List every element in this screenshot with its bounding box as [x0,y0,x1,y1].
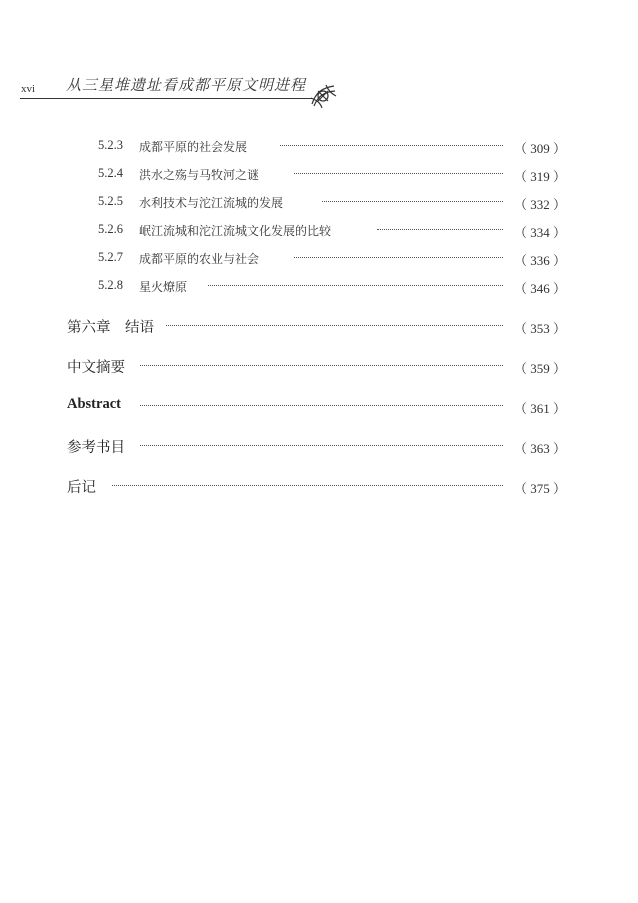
chapter-title: 后记 [67,476,102,497]
section-number: 5.2.4 [98,166,123,180]
page-reference: （ 309 ） [514,141,567,156]
leader-dots [294,257,503,258]
page-reference: （ 319 ） [514,169,567,184]
leader-dots [166,325,503,326]
toc-entry-chapter-6[interactable] [0,316,638,336]
toc-entry-afterword[interactable] [0,476,638,496]
toc-entry-abstract[interactable] [0,396,638,416]
section-title: 成都平原的农业与社会 [139,250,265,267]
page-reference: （ 363 ） [514,441,567,456]
chapter-title: 参考书目 [67,436,131,457]
section-title: 洪水之殇与马牧河之谜 [139,166,265,183]
page-reference: （ 336 ） [514,253,567,268]
section-title: 水利技术与沱江流城的发展 [139,194,289,211]
leader-dots [140,445,503,446]
page-header [0,0,638,110]
page-reference: （ 332 ） [514,197,567,212]
leader-dots [112,485,503,486]
section-title: 成都平原的社会发展 [139,138,253,155]
leader-dots [322,201,503,202]
section-number: 5.2.7 [98,250,123,264]
page-reference: （ 361 ） [514,401,567,416]
leader-dots [140,405,503,406]
page-reference: （ 346 ） [514,281,567,296]
section-title: 星火燎原 [139,278,193,295]
toc-entry-chinese-abstract[interactable] [0,356,638,376]
chapter-title: Abstract [67,396,127,413]
toc-entry-5-2-8[interactable] [0,276,638,296]
running-title: 从三星堆遗址看成都平原文明进程 [66,76,307,94]
page-reference: （ 359 ） [514,361,567,376]
toc-entry-5-2-3[interactable] [0,136,638,156]
toc-entry-5-2-6[interactable] [0,220,638,240]
page-reference: （ 334 ） [514,225,567,240]
toc-entry-5-2-7[interactable] [0,248,638,268]
leader-dots [377,229,503,230]
page-reference: （ 375 ） [514,481,567,496]
chapter-title: 第六章 结语 [67,316,160,337]
leader-dots [294,173,503,174]
toc-entry-bibliography[interactable] [0,436,638,456]
leader-dots [140,365,503,366]
section-number: 5.2.6 [98,222,123,236]
leader-dots [280,145,503,146]
section-number: 5.2.8 [98,278,123,292]
chapter-title: 中文摘要 [67,356,131,377]
decorative-knot-icon [308,82,338,110]
header-rule [20,98,312,99]
toc-entry-5-2-5[interactable] [0,192,638,212]
page-number: xvi [21,83,36,95]
page-reference: （ 353 ） [514,321,567,336]
toc-entry-5-2-4[interactable] [0,164,638,184]
section-number: 5.2.5 [98,194,123,208]
section-number: 5.2.3 [98,138,123,152]
section-title: 岷江流城和沱江流城文化发展的比较 [139,222,337,239]
leader-dots [208,285,503,286]
